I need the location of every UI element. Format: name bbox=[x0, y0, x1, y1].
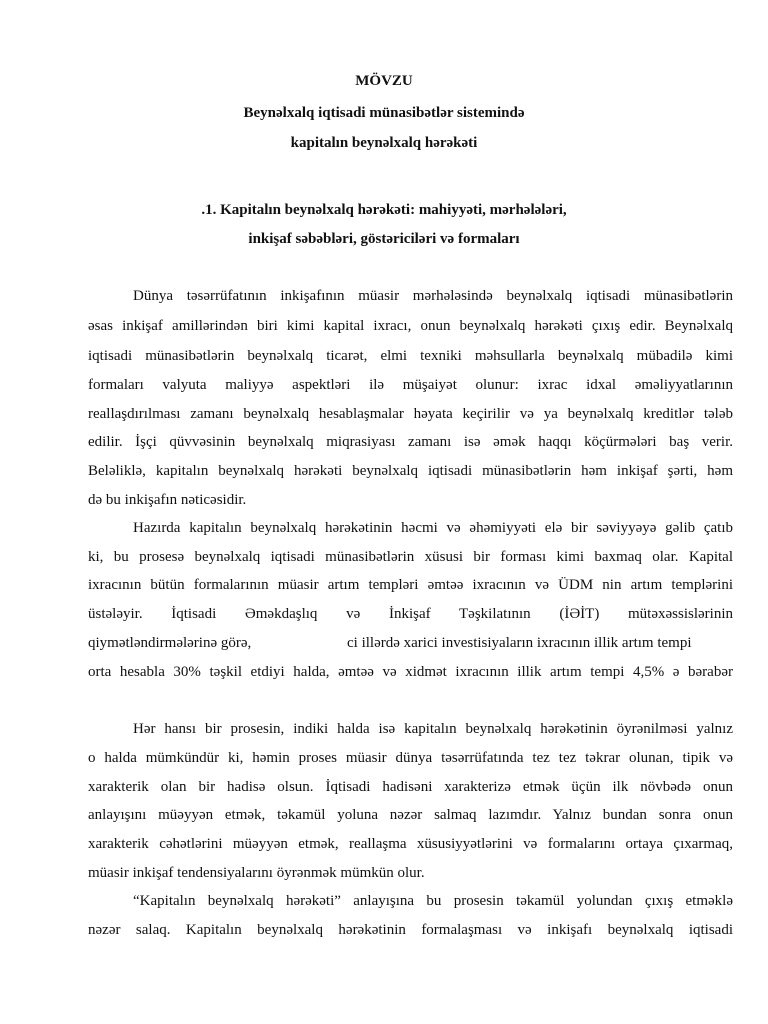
body-line: nəzər salaq. Kapitalın beynəlxalq hərəkətinin formalaşması və inkişafı beynəlxalq iqtisadi bbox=[88, 922, 733, 938]
body-line: anlayışını müəyyən etmək, təkamül yoluna nəzər salmaq lazımdır. Yalnız bundan sonra onun bbox=[88, 807, 733, 823]
body-line: Hər hansı bir prosesin, indiki halda isə kapitalın beynəlxalq hərəkətinin öyrənilməsi yalnız bbox=[133, 721, 733, 737]
body-line: ki, bu prosesə beynəlxalq iqtisadi münasibətlərin xüsusi bir forması kimi baxmaq olar. Kapital bbox=[88, 549, 733, 565]
body-line: orta hesabla 30% təşkil etdiyi halda, əmtəə və xidmət ixracının illik artım tempi 4,5% ə bərabər bbox=[88, 664, 733, 680]
title-line-1: Beynəlxalq iqtisadi münasibətlər sistemində bbox=[243, 105, 525, 121]
body-line: üstələyir. İqtisadi Əməkdaşlıq və İnkişaf Təşkilatının (İƏİT) mütəxəssislərinin bbox=[88, 606, 733, 622]
body-line: o halda mümkündür ki, həmin proses müasir dünya təsərrüfatında tez tez təkrar olunan, tipik və bbox=[88, 750, 733, 766]
body-line-with-gap bbox=[88, 634, 733, 653]
body-line: “Kapitalın beynəlxalq hərəkəti” anlayışına bu prosesin təkamül yolundan çıxış etməklə bbox=[133, 893, 733, 909]
body-line-segment: ci illərdə xarici investisiyaların ixracının illik artım tempi bbox=[347, 635, 692, 651]
body-line: iqtisadi münasibətlərin beynəlxalq ticarət, elmi texniki məhsullarla beynəlxalq mübadilə kimi bbox=[88, 348, 733, 364]
body-line: xarakterik olan bir hadisə olsun. İqtisadi hadisəni xarakterizə etmək üçün ilk növbədə onun bbox=[88, 779, 733, 795]
title-line-2: kapitalın beynəlxalq hərəkəti bbox=[290, 135, 478, 151]
section-heading-line-1: .1. Kapitalın beynəlxalq hərəkəti: mahiyyəti, mərhələləri, bbox=[201, 202, 567, 218]
body-line: Beləliklə, kapitalın beynəlxalq hərəkəti beynəlxalq iqtisadi münasibətlərin həm inkişaf şərti, həm bbox=[88, 463, 733, 479]
body-line: reallaşdırılması zamanı beynəlxalq hesablaşmalar həyata keçirilir və ya beynəlxalq kreditlər tələb bbox=[88, 406, 733, 422]
body-line: də bu inkişafın nəticəsidir. bbox=[88, 492, 247, 508]
body-line-segment: qiymətləndirmələrinə görə, bbox=[88, 635, 252, 651]
body-line: Hazırda kapitalın beynəlxalq hərəkətinin həcmi və əhəmiyyəti elə bir səviyyəyə gəlib çatıb bbox=[133, 520, 733, 536]
body-line: formaları valyuta maliyyə aspektləri ilə müşaiyət olunur: ixrac idxal əməliyyatlarının bbox=[88, 377, 733, 393]
body-line: əsas inkişaf amillərindən biri kimi kapital ixracı, onun beynəlxalq hərəkəti çıxış edir. Beynəlxalq bbox=[88, 318, 733, 334]
body-line: Dünya təsərrüfatının inkişafının müasir mərhələsində beynəlxalq iqtisadi münasibətlərin bbox=[133, 288, 733, 304]
body-line: edilir. İşçi qüvvəsinin beynəlxalq miqrasiyası zamanı isə əmək haqqı köçürmələri baş verir. bbox=[88, 434, 733, 450]
body-line: ixracının bütün formalarının müasir artım templəri əmtəə ixracının və ÜDM nin artım templərini bbox=[88, 577, 733, 593]
section-heading-line-2: inkişaf səbəbləri, göstəriciləri və formaları bbox=[248, 231, 520, 247]
body-line: xarakterik cəhətlərini müəyyən etmək, reallaşma xüsusiyyətlərini və formalarını ortaya çıxarmaq, bbox=[88, 836, 733, 852]
body-line: müasir inkişaf tendensiyalarını öyrənmək mümkün olur. bbox=[88, 865, 425, 881]
topic-heading: MÖVZU bbox=[355, 73, 413, 89]
